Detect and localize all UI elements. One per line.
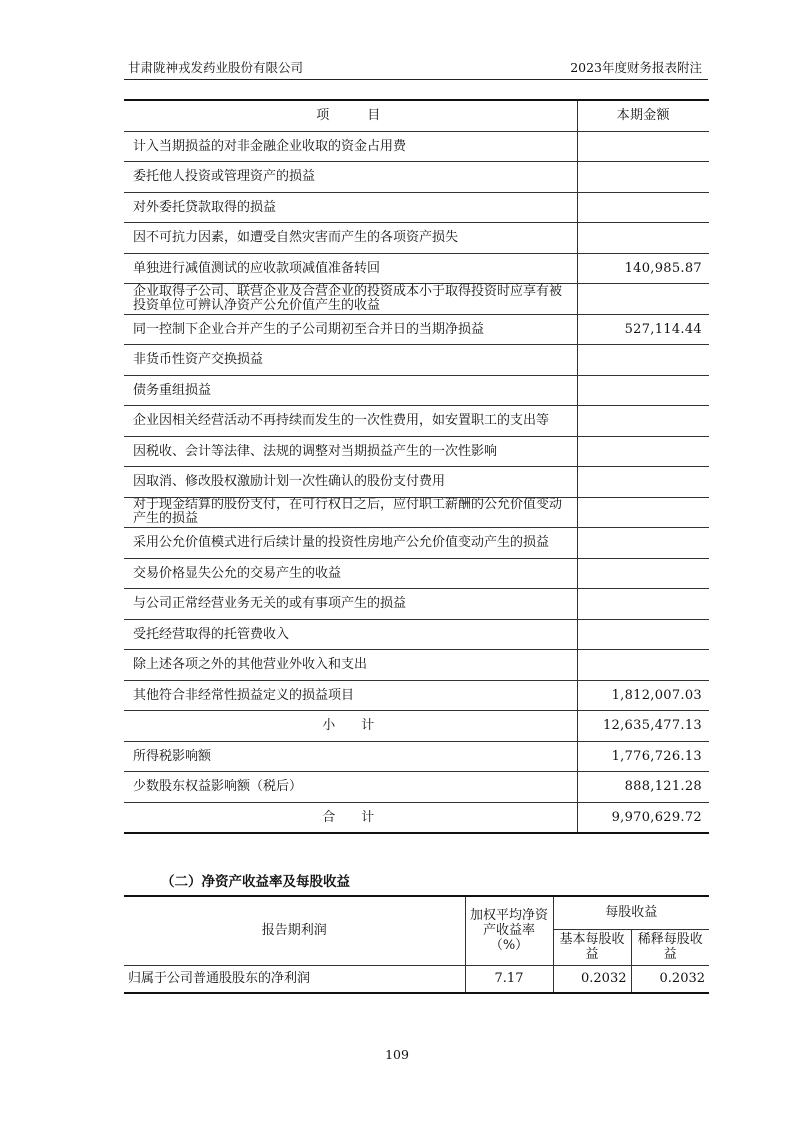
- page-number: 109: [385, 1047, 409, 1062]
- row-amount: [577, 650, 709, 681]
- row-item: 受托经营取得的托管费收入: [124, 619, 577, 650]
- row-amount: 140,985.87: [577, 253, 709, 284]
- row-item: 因不可抗力因素，如遭受自然灾害而产生的各项资产损失: [124, 223, 577, 254]
- row-item: 所得税影响额: [124, 741, 577, 772]
- row-amount: [577, 528, 709, 559]
- row-item: 交易价格显失公允的交易产生的收益: [124, 558, 577, 589]
- table-header-row: [124, 100, 709, 131]
- table-row: [124, 650, 709, 681]
- table-row: [124, 589, 709, 620]
- row-amount: 888,121.28: [577, 772, 709, 803]
- row-item: 采用公允价值模式进行后续计量的投资性房地产公允价值变动产生的损益: [124, 528, 577, 559]
- row-amount: [577, 131, 709, 162]
- row-amount: 9,970,629.72: [577, 802, 709, 833]
- column-header-amount: 本期金额: [577, 100, 709, 131]
- row-item: 除上述各项之外的其他营业外收入和支出: [124, 650, 577, 681]
- table-row: [124, 345, 709, 376]
- row-item: 与公司正常经营业务无关的或有事项产生的损益: [124, 589, 577, 620]
- basic-eps-value: 0.2032: [553, 965, 631, 993]
- table-row: [124, 467, 709, 498]
- table-row: [124, 965, 709, 993]
- table-row: [124, 528, 709, 559]
- table-row: [124, 314, 709, 345]
- row-item: 其他符合非经常性损益定义的损益项目: [124, 680, 577, 711]
- column-header-basic-eps: 基本每股收益: [553, 929, 631, 965]
- table-row: [124, 619, 709, 650]
- table-row: [124, 711, 709, 742]
- row-item: 少数股东权益影响额（税后）: [124, 772, 577, 803]
- row-amount: [577, 406, 709, 437]
- document-title: 2023年度财务报表附注: [570, 60, 702, 75]
- table-row: [124, 497, 709, 528]
- row-amount: [577, 162, 709, 193]
- roe-value: 7.17: [465, 965, 553, 993]
- table-row: [124, 375, 709, 406]
- table-row: [124, 436, 709, 467]
- table-row: [124, 131, 709, 162]
- column-header-profit: 报告期利润: [124, 896, 465, 965]
- non-recurring-gains-table: [124, 99, 709, 834]
- row-item: 计入当期损益的对非金融企业收取的资金占用费: [124, 131, 577, 162]
- row-label: 归属于公司普通股股东的净利润: [124, 965, 465, 993]
- row-item: 企业取得子公司、联营企业及合营企业的投资成本小于取得投资时应享有被投资单位可辨认净资产公允价值产生的收益: [124, 284, 577, 315]
- table-row: [124, 406, 709, 437]
- table-row: [124, 772, 709, 803]
- row-amount: [577, 436, 709, 467]
- page-header: [124, 56, 708, 80]
- row-amount: 1,812,007.03: [577, 680, 709, 711]
- table-row: [124, 162, 709, 193]
- row-amount: [577, 223, 709, 254]
- row-item: 因取消、修改股权激励计划一次性确认的股份支付费用: [124, 467, 577, 498]
- table-row: [124, 284, 709, 315]
- row-amount: 1,776,726.13: [577, 741, 709, 772]
- row-amount: [577, 375, 709, 406]
- row-item: 因税收、会计等法律、法规的调整对当期损益产生的一次性影响: [124, 436, 577, 467]
- row-amount: 527,114.44: [577, 314, 709, 345]
- row-item: 同一控制下企业合并产生的子公司期初至合并日的当期净损益: [124, 314, 577, 345]
- row-amount: [577, 558, 709, 589]
- column-header-diluted-eps: 稀释每股收益: [631, 929, 709, 965]
- row-amount: [577, 497, 709, 528]
- section-title: （二）净资产收益率及每股收益: [161, 874, 350, 890]
- table-row: [124, 192, 709, 223]
- row-item: 非货币性资产交换损益: [124, 345, 577, 376]
- row-amount: 12,635,477.13: [577, 711, 709, 742]
- row-item: 合计: [322, 809, 401, 825]
- column-header-eps: 每股收益: [553, 896, 709, 929]
- row-amount: [577, 345, 709, 376]
- row-item: 对于现金结算的股份支付，在可行权日之后，应付职工薪酬的公允价值变动产生的损益: [124, 497, 577, 528]
- row-item: 对外委托贷款取得的损益: [124, 192, 577, 223]
- table-row: [124, 558, 709, 589]
- table-row: [124, 741, 709, 772]
- table-row: [124, 802, 709, 833]
- row-amount: [577, 467, 709, 498]
- row-item: 委托他人投资或管理资产的损益: [124, 162, 577, 193]
- table-row: [124, 223, 709, 254]
- row-amount: [577, 589, 709, 620]
- column-header-roe: 加权平均净资产收益率（%）: [465, 896, 553, 965]
- column-header-item: 项目: [124, 100, 577, 131]
- row-amount: [577, 192, 709, 223]
- company-name: 甘肃陇神戎发药业股份有限公司: [128, 60, 304, 75]
- roe-eps-table: [124, 895, 709, 994]
- row-item: 单独进行减值测试的应收款项减值准备转回: [124, 253, 577, 284]
- row-amount: [577, 619, 709, 650]
- table-row: [124, 253, 709, 284]
- row-item: 债务重组损益: [124, 375, 577, 406]
- row-amount: [577, 284, 709, 315]
- row-item: 小计: [124, 711, 577, 742]
- diluted-eps-value: 0.2032: [631, 965, 709, 993]
- table-row: [124, 680, 709, 711]
- row-item: 企业因相关经营活动不再持续而发生的一次性费用，如安置职工的支出等: [124, 406, 577, 437]
